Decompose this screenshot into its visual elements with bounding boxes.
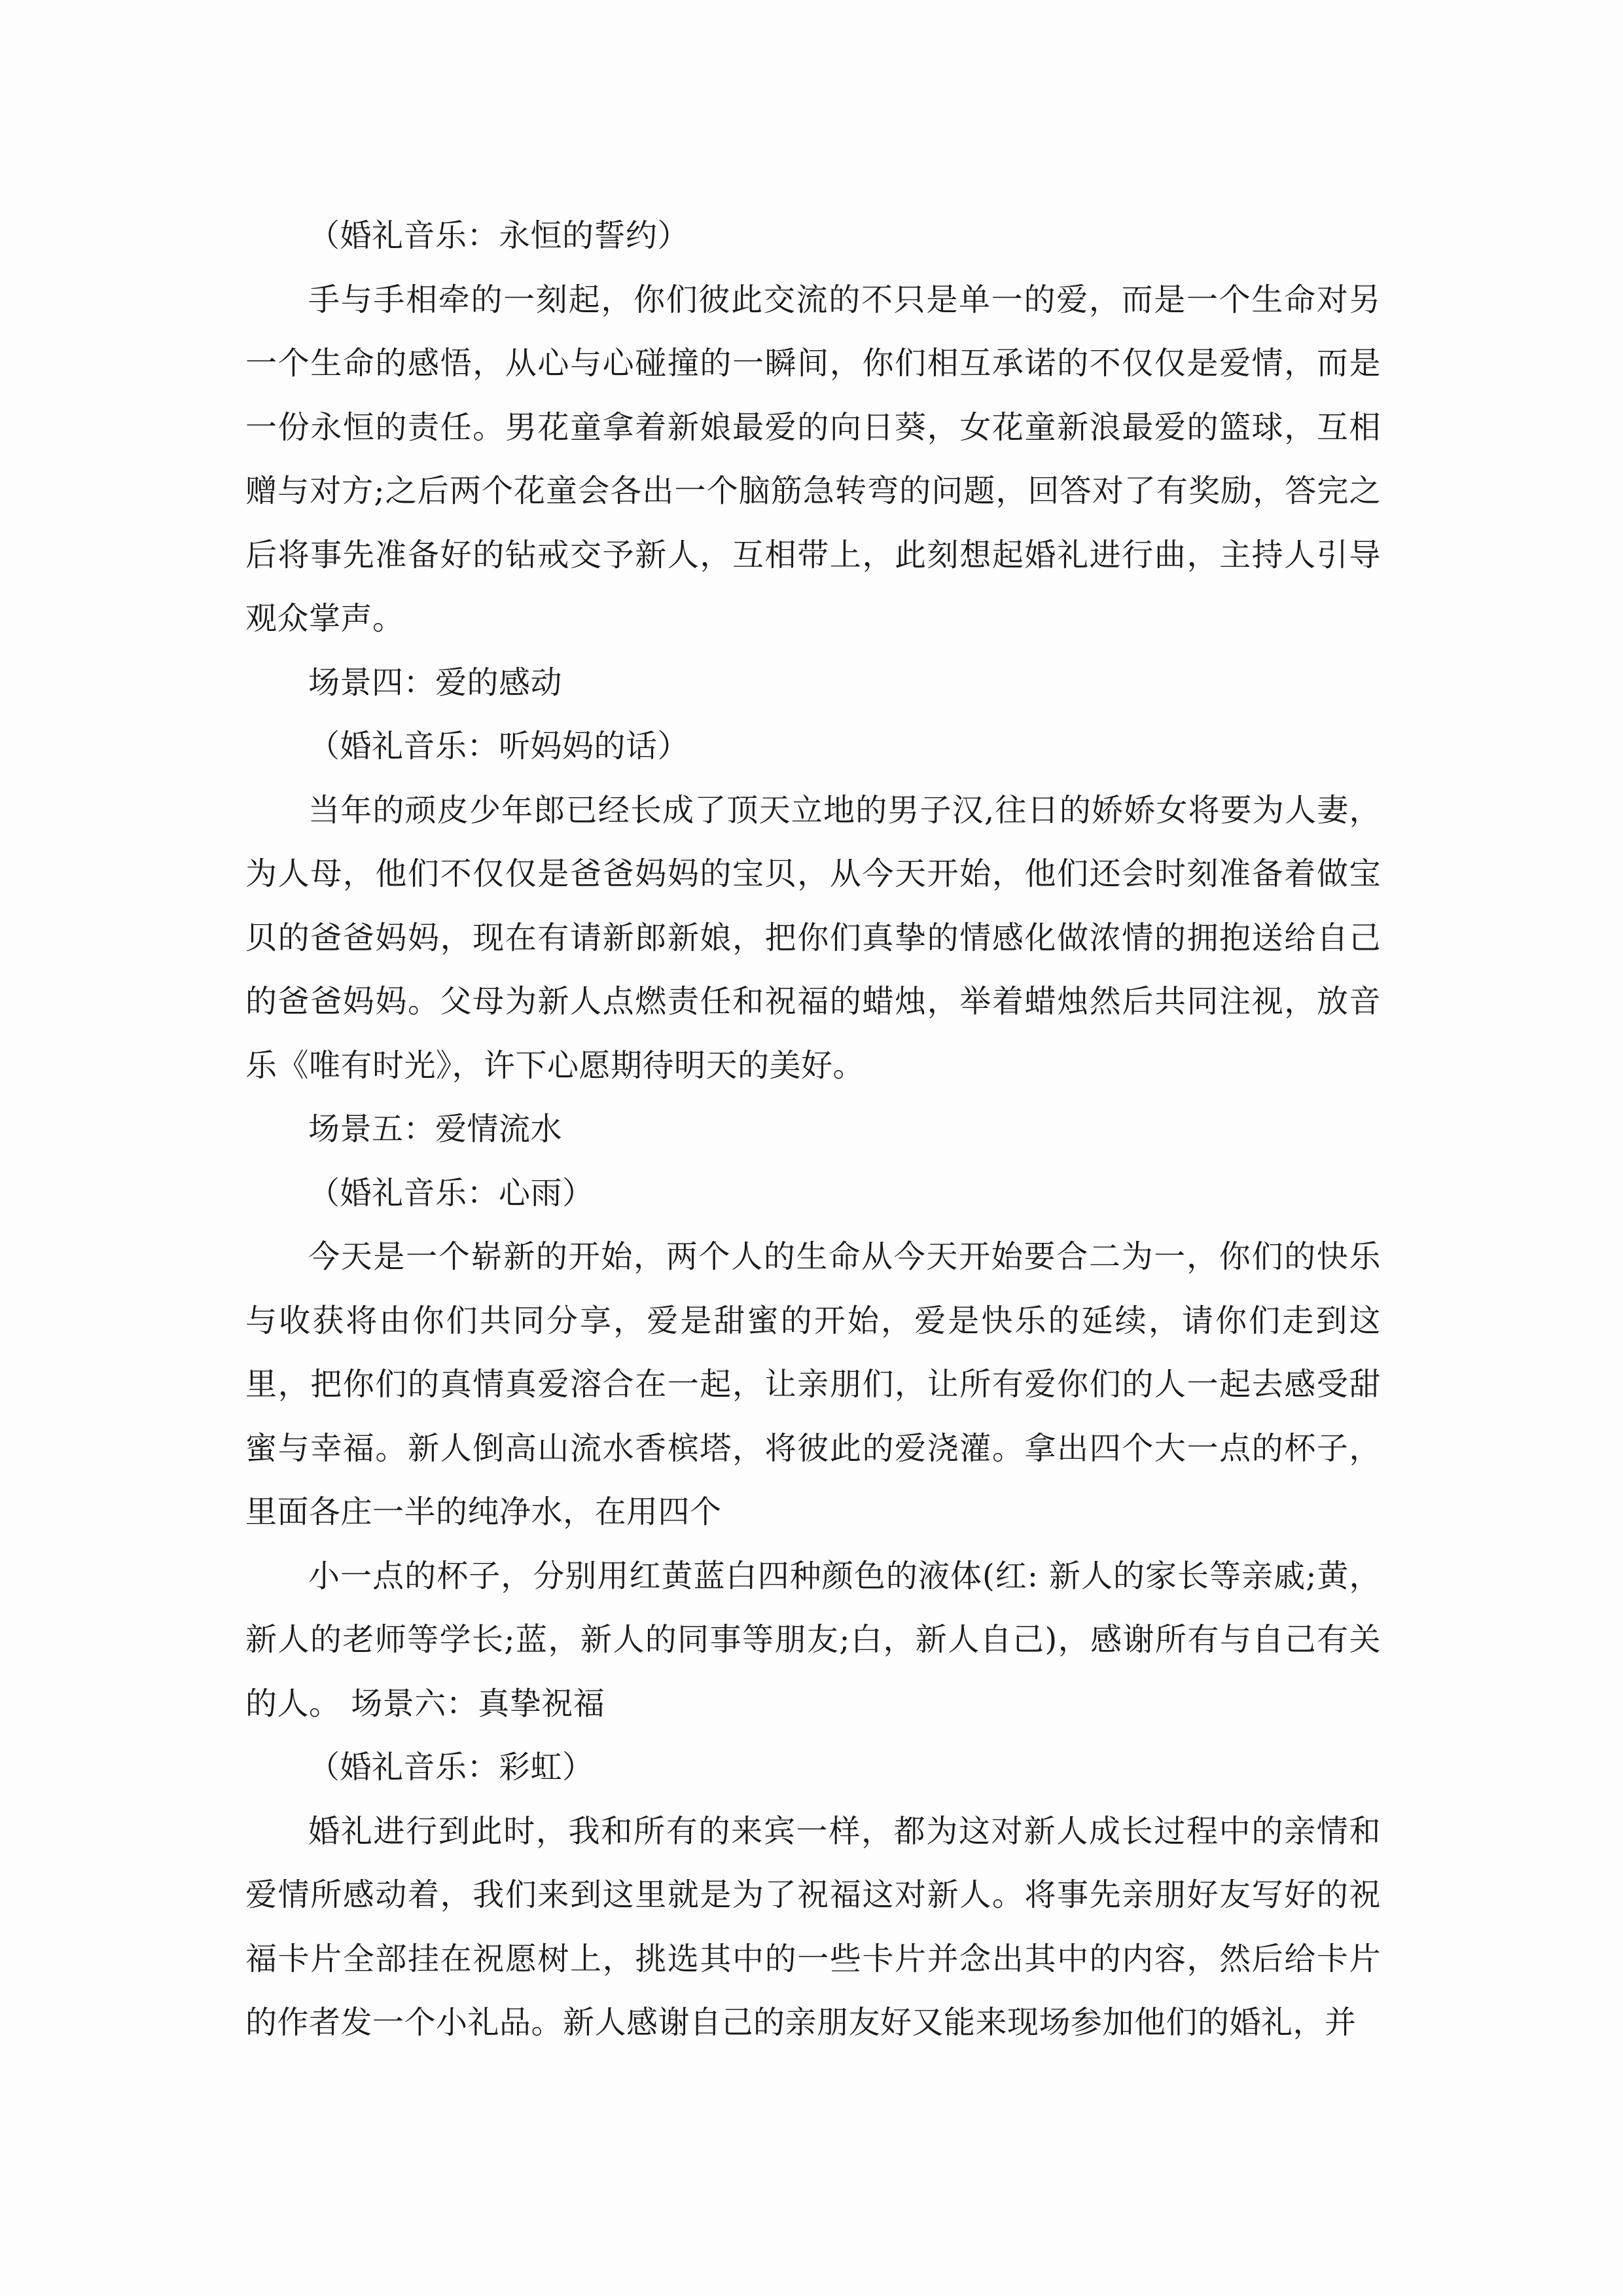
cups-paragraph: 小一点的杯子，分别用红黄蓝白四种颜色的液体(红: 新人的家长等亲戚;黄，新人的老师等学长;蓝，新人的同事等朋友;白，新人自己)，感谢所有与自己有关的人。 场景六：真挚祝福 <box>245 1557 1381 1722</box>
champagne-paragraph: 今天是一个崭新的开始，两个人的生命从今天开始要合二为一，你们的快乐与收获将由你们共同分享，爱是甜蜜的开始，爱是快乐的延续，请你们走到这里，把你们的真情真爱溶合在一起，让亲朋们，让所有爱你们的人一起去感受甜蜜与幸福。新人倒高山流水香槟塔，将彼此的爱浇灌。拿出四个大一点的杯子，里面各庄一半的纯净水，在用四个 <box>245 1238 1381 1530</box>
scene-four-heading: 场景四：爱的感动 <box>308 664 563 701</box>
ring-exchange-paragraph: 手与手相牵的一刻起，你们彼此交流的不只是单一的爱，而是一个生命对另一个生命的感悟，从心与心碰撞的一瞬间，你们相互承诺的不仅仅是爱情，而是一份永恒的责任。男花童拿着新娘最爱的向日葵，女花童新浪最爱的篮球，互相赠与对方;之后两个花童会各出一个脑筋急转弯的问题，回答对了有奖励，答完之后将事先准备好的钻戒交予新人，互相带上，此刻想起婚礼进行曲，主持人引导观众掌声。 <box>245 281 1381 637</box>
music-note-3: （婚礼音乐：心雨） <box>308 1174 594 1211</box>
scene-five-heading: 场景五：爱情流水 <box>308 1111 563 1147</box>
music-note-4: （婚礼音乐：彩虹） <box>308 1749 594 1785</box>
body-text <box>245 204 1381 2055</box>
parents-paragraph: 当年的顽皮少年郎已经长成了顶天立地的男子汉,往日的娇娇女将要为人妻，为人母，他们不仅仅是爸爸妈妈的宝贝，从今天开始，他们还会时刻准备着做宝贝的爸爸妈妈，现在有请新郎新娘，把你们真挚的情感化做浓情的拥抱送给自己的爸爸妈妈。父母为新人点燃责任和祝福的蜡烛，举着蜡烛然后共同注视，放音乐《唯有时光》，许下心愿期待明天的美好。 <box>245 791 1381 1084</box>
music-note-1: （婚礼音乐：永恒的誓约） <box>308 217 690 254</box>
blessing-paragraph: 婚礼进行到此时，我和所有的来宾一样，都为这对新人成长过程中的亲情和爱情所感动着，我们来到这里就是为了祝福这对新人。将事先亲朋好友写好的祝福卡片全部挂在祝愿树上，挑选其中的一些卡片并念出其中的内容，然后给卡片的作者发一个小礼品。新人感谢自己的亲朋友好又能来现场参加他们的婚礼，并 <box>245 1812 1381 2041</box>
music-note-2: （婚礼音乐：听妈妈的话） <box>308 728 690 764</box>
